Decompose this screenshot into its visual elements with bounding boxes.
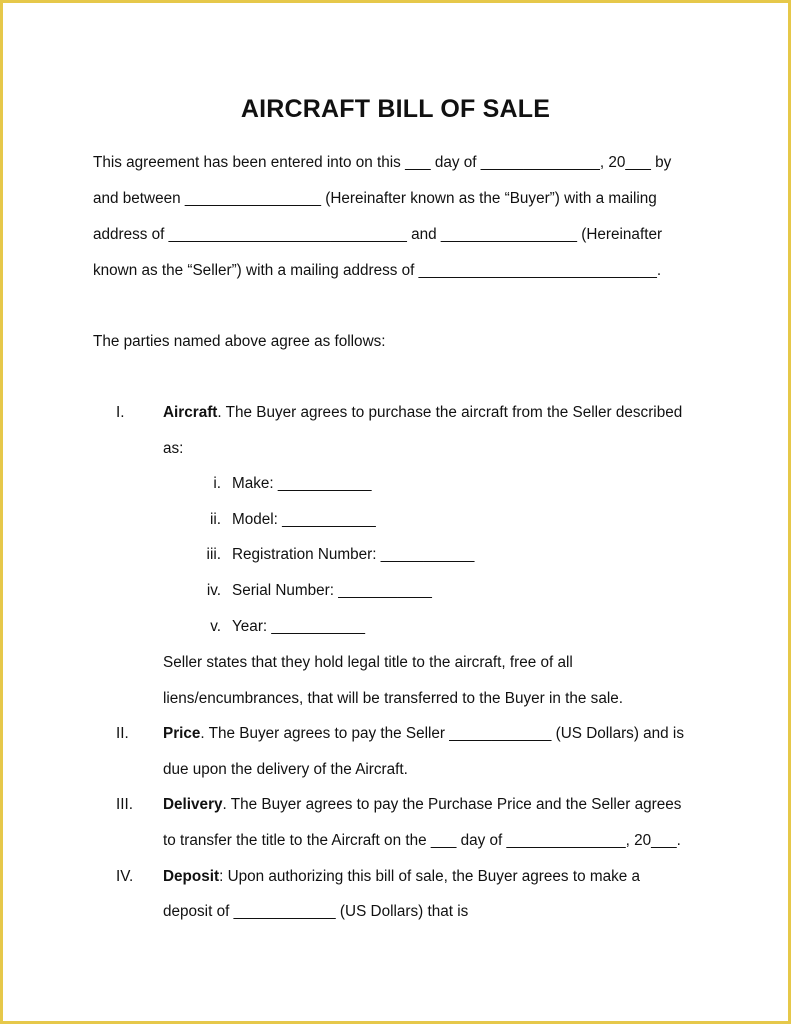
section-1-after-2: liens/encumbrances, that will be transferred to the Buyer in the sale. [163, 690, 623, 707]
section-4-numeral: IV. [116, 868, 134, 885]
intro-line-2: and between ________________ (Hereinafter known as the “Buyer”) with a mailing [93, 190, 657, 207]
section-4-heading: Deposit [163, 868, 220, 885]
section-2-heading: Price [163, 725, 201, 742]
section-2-numeral: II. [116, 725, 129, 742]
section-4-text: : Upon authorizing this bill of sale, the Buyer agrees to make a [219, 868, 640, 885]
item-year: Year: ___________ [232, 618, 365, 635]
section-1-line-2: as: [163, 440, 184, 457]
section-3-numeral: III. [116, 796, 133, 813]
parties-line: The parties named above agree as follows: [93, 333, 386, 350]
item-serial: Serial Number: ___________ [232, 582, 432, 599]
section-4-line-2: deposit of ____________ (US Dollars) that is [163, 903, 469, 920]
section-2-line-2: due upon the delivery of the Aircraft. [163, 761, 408, 778]
document-title: AIRCRAFT BILL OF SALE [240, 95, 551, 123]
item-4-numeral: iv. [206, 582, 221, 599]
section-1-after-1: Seller states that they hold legal title to the aircraft, free of all [163, 654, 573, 671]
section-1-numeral: I. [116, 404, 125, 421]
item-registration: Registration Number: ___________ [232, 546, 475, 563]
section-1-text: . The Buyer agrees to purchase the aircraft from the Seller described [217, 404, 683, 421]
item-3-numeral: iii. [206, 546, 221, 563]
intro-line-4: known as the “Seller”) with a mailing address of ____________________________. [93, 262, 662, 279]
item-model: Model: ___________ [232, 511, 376, 528]
intro-line-3: address of ____________________________ and ________________ (Hereinafter [93, 226, 663, 243]
section-3-line-1 [163, 795, 681, 815]
item-1-numeral: i. [213, 475, 221, 492]
section-4-line-1 [163, 867, 640, 887]
section-3-heading: Delivery [163, 796, 223, 813]
item-2-numeral: ii. [209, 511, 221, 528]
item-5-numeral: v. [210, 618, 221, 635]
section-1-heading: Aircraft [163, 404, 218, 421]
intro-line-1: This agreement has been entered into on this ___ day of ______________, 20___ by [93, 154, 672, 171]
section-3-line-2: to transfer the title to the Aircraft on the ___ day of ______________, 20___. [163, 832, 681, 849]
section-2-text: . The Buyer agrees to pay the Seller ____________ (US Dollars) and is [200, 725, 684, 742]
section-3-text: . The Buyer agrees to pay the Purchase Price and the Seller agrees [222, 796, 682, 813]
section-2-line-1 [163, 724, 684, 744]
item-make: Make: ___________ [232, 475, 372, 492]
section-1-line-1 [163, 403, 682, 423]
